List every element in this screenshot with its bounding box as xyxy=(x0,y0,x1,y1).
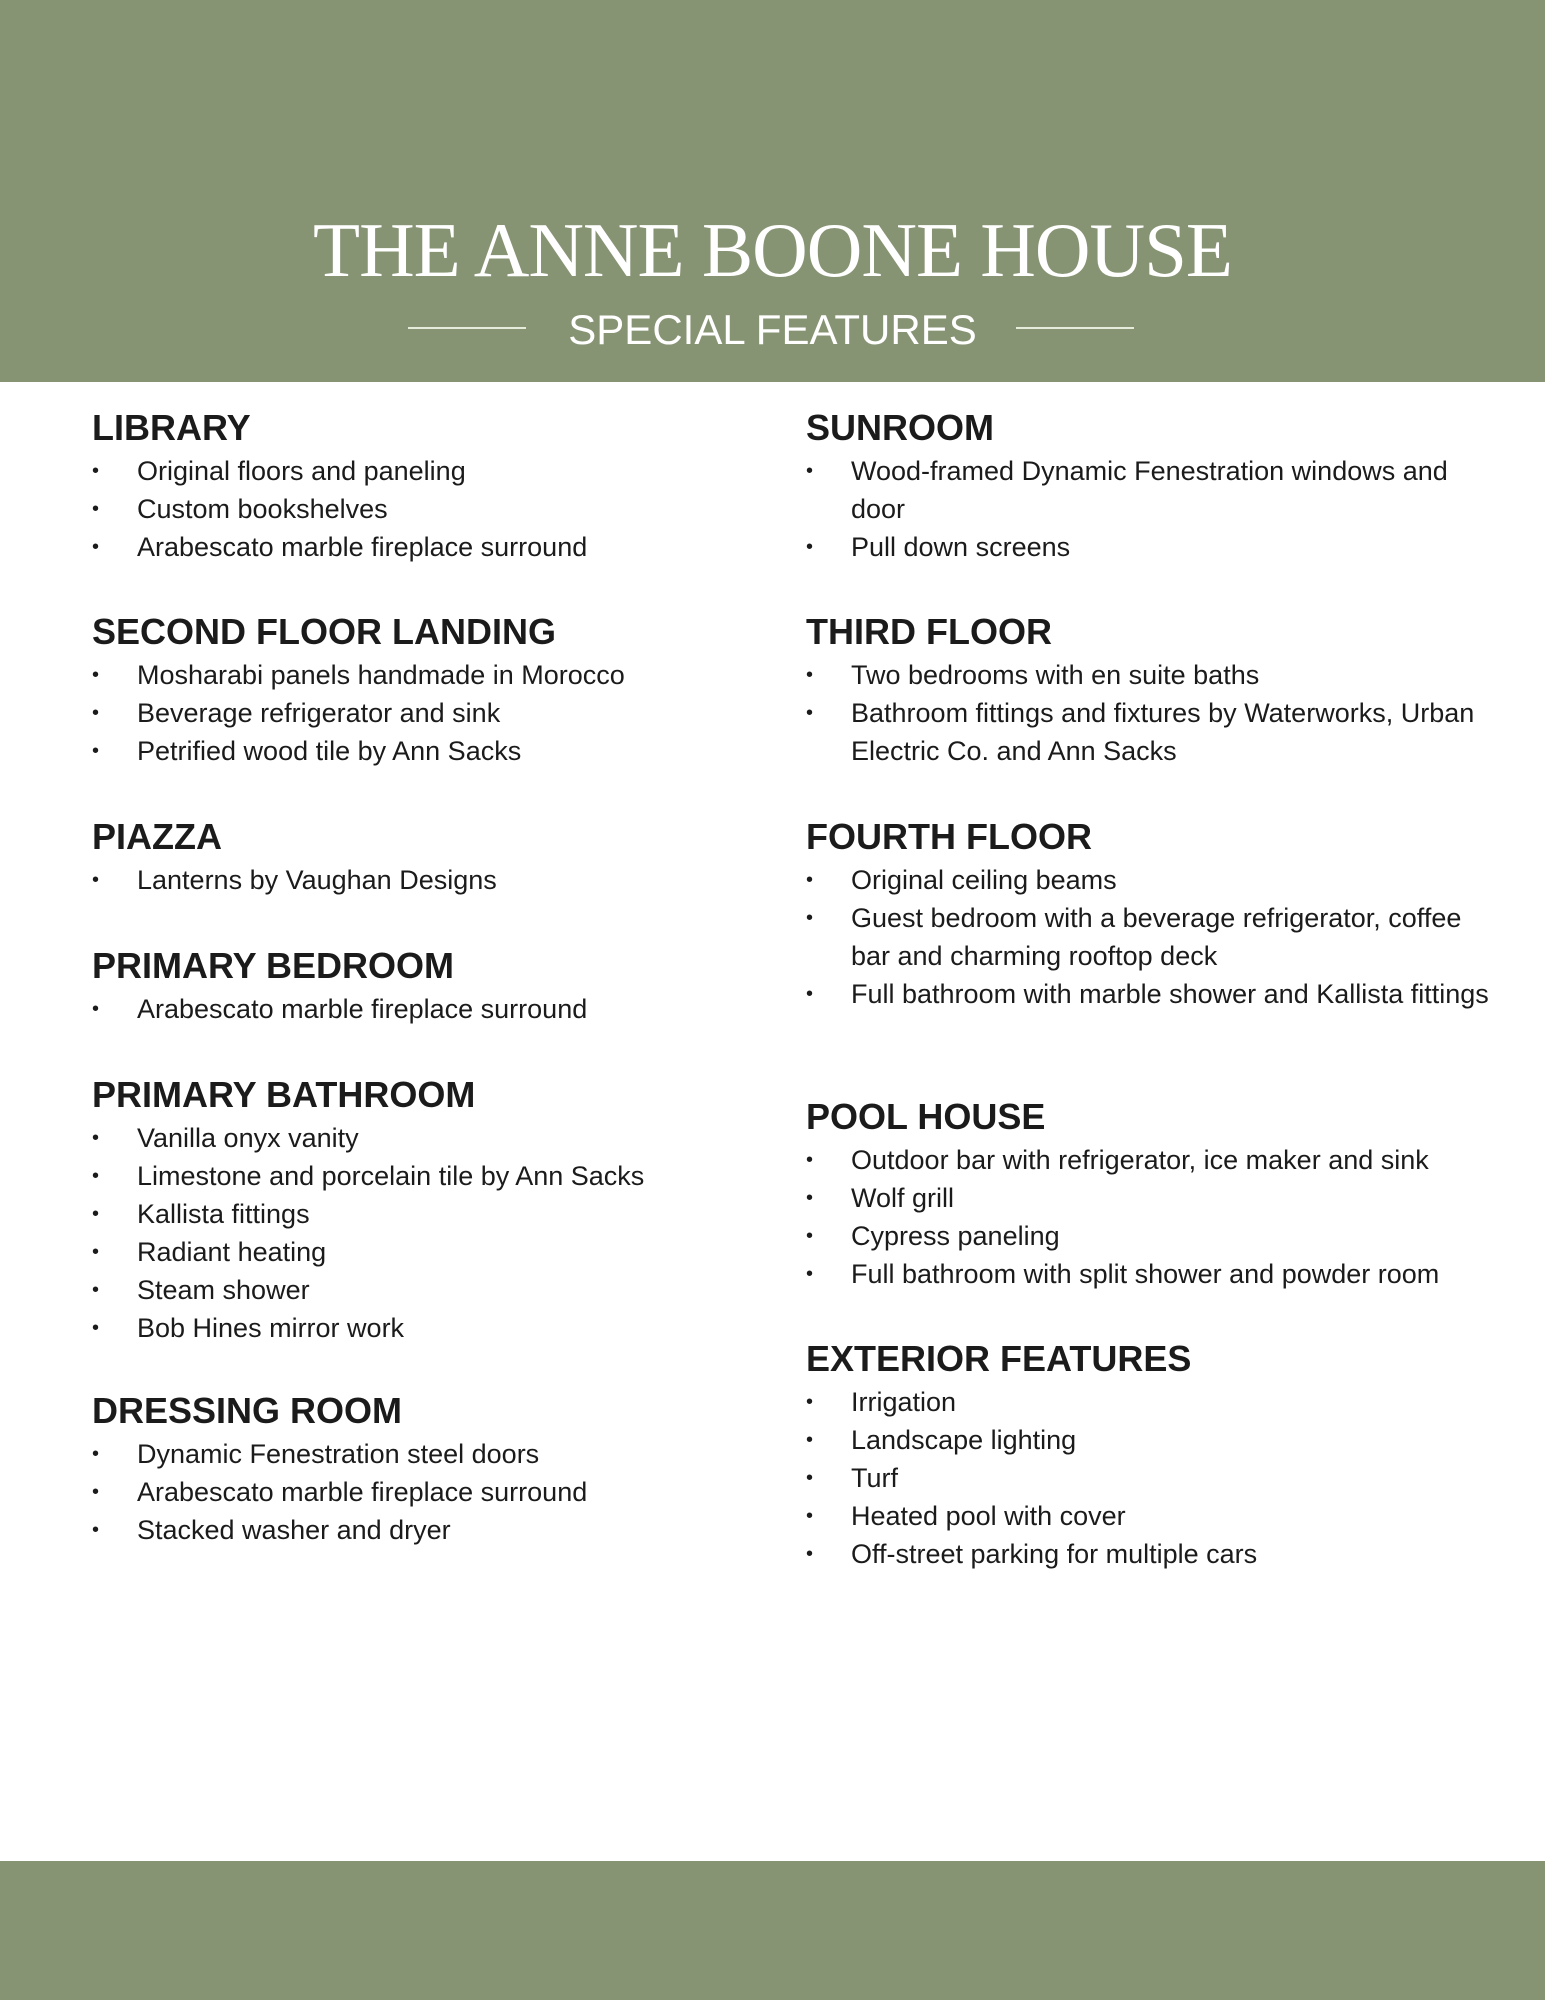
bullet-icon: • xyxy=(92,536,100,558)
feature-item xyxy=(806,1497,1506,1535)
feature-item xyxy=(806,1179,1506,1217)
bullet-icon: • xyxy=(92,869,100,891)
feature-item-text: Guest bedroom with a beverage refrigerator, coffee bar and charming rooftop deck xyxy=(851,903,1462,971)
feature-item xyxy=(806,899,1506,975)
bullet-icon: • xyxy=(92,460,100,482)
section-heading: SUNROOM xyxy=(806,407,994,448)
bullet-icon: • xyxy=(92,1519,100,1541)
feature-item xyxy=(806,1255,1506,1293)
section-heading: POOL HOUSE xyxy=(806,1096,1046,1137)
feature-item-text: Heated pool with cover xyxy=(851,1501,1126,1531)
feature-list xyxy=(806,861,1506,1013)
bullet-icon: • xyxy=(92,1241,100,1263)
feature-item-text: Steam shower xyxy=(137,1275,310,1305)
feature-item-text: Wood-framed Dynamic Fenestration windows and door xyxy=(851,456,1448,524)
feature-item-text: Two bedrooms with en suite baths xyxy=(851,660,1260,690)
feature-item-text: Turf xyxy=(851,1463,898,1493)
feature-item xyxy=(806,656,1506,694)
bullet-icon: • xyxy=(92,498,100,520)
feature-item-text: Limestone and porcelain tile by Ann Sacks xyxy=(137,1161,645,1191)
bullet-icon: • xyxy=(806,907,814,929)
section-heading: SECOND FLOOR LANDING xyxy=(92,611,556,652)
feature-item-text: Arabescato marble fireplace surround xyxy=(137,1477,588,1507)
section-heading: THIRD FLOOR xyxy=(806,611,1052,652)
bullet-icon: • xyxy=(92,1279,100,1301)
bullet-icon: • xyxy=(806,869,814,891)
feature-item xyxy=(806,1141,1506,1179)
feature-list xyxy=(806,656,1506,770)
feature-item-text: Petrified wood tile by Ann Sacks xyxy=(137,736,522,766)
feature-item-text: Arabescato marble fireplace surround xyxy=(137,994,588,1024)
bullet-icon: • xyxy=(806,460,814,482)
feature-item-text: Original floors and paneling xyxy=(137,456,466,486)
feature-item-text: Full bathroom with split shower and powder room xyxy=(851,1259,1440,1289)
feature-section xyxy=(806,815,1506,1013)
bullet-icon: • xyxy=(806,1467,814,1489)
feature-item-text: Landscape lighting xyxy=(851,1425,1077,1455)
feature-item-text: Cypress paneling xyxy=(851,1221,1060,1251)
feature-item-text: Wolf grill xyxy=(851,1183,955,1213)
bullet-icon: • xyxy=(806,664,814,686)
feature-item-text: Custom bookshelves xyxy=(137,494,388,524)
bullet-icon: • xyxy=(806,1505,814,1527)
feature-item-text: Lanterns by Vaughan Designs xyxy=(137,865,497,895)
feature-item xyxy=(806,1383,1506,1421)
feature-item-text: Original ceiling beams xyxy=(851,865,1117,895)
bullet-icon: • xyxy=(806,1391,814,1413)
section-heading: FOURTH FLOOR xyxy=(806,816,1092,857)
feature-item xyxy=(806,1535,1506,1573)
bullet-icon: • xyxy=(92,702,100,724)
feature-item xyxy=(806,1421,1506,1459)
bullet-icon: • xyxy=(806,536,814,558)
feature-list xyxy=(806,452,1506,566)
section-heading: LIBRARY xyxy=(92,407,251,448)
feature-section xyxy=(806,406,1506,566)
bullet-icon: • xyxy=(806,1543,814,1565)
bullet-icon: • xyxy=(92,664,100,686)
feature-item xyxy=(806,1217,1506,1255)
feature-item-text: Arabescato marble fireplace surround xyxy=(137,532,588,562)
bullet-icon: • xyxy=(92,1317,100,1339)
bullet-icon: • xyxy=(806,1263,814,1285)
footer-band xyxy=(0,1861,1545,2000)
section-heading: EXTERIOR FEATURES xyxy=(806,1338,1192,1379)
section-heading: PIAZZA xyxy=(92,816,222,857)
feature-item xyxy=(806,1459,1506,1497)
section-heading: PRIMARY BATHROOM xyxy=(92,1074,476,1115)
feature-item-text: Irrigation xyxy=(851,1387,957,1417)
bullet-icon: • xyxy=(92,1443,100,1465)
bullet-icon: • xyxy=(806,1225,814,1247)
feature-item-text: Kallista fittings xyxy=(137,1199,310,1229)
feature-item-text: Vanilla onyx vanity xyxy=(137,1123,359,1153)
feature-item xyxy=(806,452,1506,528)
feature-item xyxy=(806,975,1506,1013)
bullet-icon: • xyxy=(92,1127,100,1149)
feature-item-text: Pull down screens xyxy=(851,532,1071,562)
section-heading: DRESSING ROOM xyxy=(92,1390,403,1431)
bullet-icon: • xyxy=(92,1165,100,1187)
bullet-icon: • xyxy=(806,1187,814,1209)
feature-section xyxy=(806,1337,1506,1573)
bullet-icon: • xyxy=(806,1149,814,1171)
page-title: THE ANNE BOONE HOUSE xyxy=(313,207,1232,293)
bullet-icon: • xyxy=(92,998,100,1020)
feature-item-text: Bob Hines mirror work xyxy=(137,1313,405,1343)
feature-item xyxy=(806,694,1506,770)
feature-item-text: Beverage refrigerator and sink xyxy=(137,698,501,728)
bullet-icon: • xyxy=(92,740,100,762)
page-subtitle: SPECIAL FEATURES xyxy=(568,306,977,353)
feature-item-text: Stacked washer and dryer xyxy=(137,1515,451,1545)
feature-item xyxy=(806,528,1506,566)
section-heading: PRIMARY BEDROOM xyxy=(92,945,455,986)
feature-section xyxy=(806,610,1506,770)
feature-item-text: Outdoor bar with refrigerator, ice maker and sink xyxy=(851,1145,1429,1175)
bullet-icon: • xyxy=(92,1481,100,1503)
feature-item-text: Bathroom fittings and fixtures by Waterworks, Urban Electric Co. and Ann Sacks xyxy=(851,698,1475,766)
feature-item xyxy=(806,861,1506,899)
bullet-icon: • xyxy=(806,702,814,724)
feature-item-text: Radiant heating xyxy=(137,1237,327,1267)
feature-item-text: Off-street parking for multiple cars xyxy=(851,1539,1258,1569)
bullet-icon: • xyxy=(806,983,814,1005)
feature-list xyxy=(806,1383,1506,1573)
bullet-icon: • xyxy=(806,1429,814,1451)
feature-item-text: Mosharabi panels handmade in Morocco xyxy=(137,660,625,690)
feature-item-text: Dynamic Fenestration steel doors xyxy=(137,1439,540,1469)
feature-section xyxy=(806,1095,1506,1293)
feature-item-text: Full bathroom with marble shower and Kallista fittings xyxy=(851,979,1489,1009)
feature-list xyxy=(806,1141,1506,1293)
bullet-icon: • xyxy=(92,1203,100,1225)
